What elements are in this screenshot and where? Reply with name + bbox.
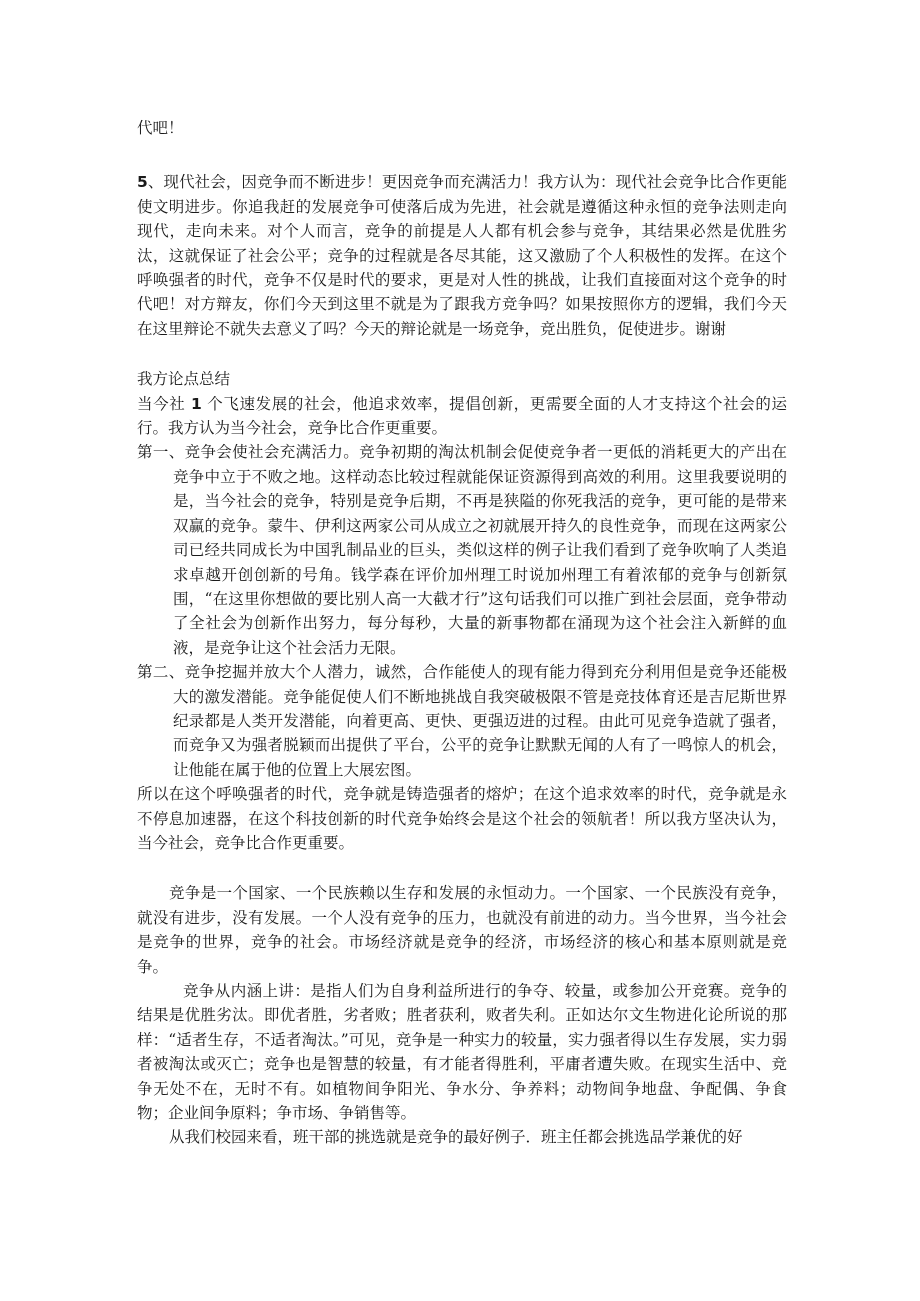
essay-paragraph-1: 竞争是一个国家、一个民族赖以生存和发展的永恒动力。一个国家、一个民族没有竞争，就没有进步，没有发展。一个人没有竞争的压力，也就没有前进的动力。当今世界，当今社会是竞争的世界，竞争的社会。市场经济就是竞争的经济，市场经济的核心和基本原则就是竞争。 (137, 884, 787, 976)
spacer (137, 855, 787, 881)
paragraph-number: 5 (137, 173, 148, 192)
point-one: 第一、竞争会使社会充满活力。竞争初期的淘汰机制会促使竞争者一更低的消耗更大的产出在竞争中立于不败之地。这样动态比较过程就能保证资源得到高效的利用。这里我要说明的是，当今社会的竞争，特别是竞争后期，不再是狭隘的你死我活的竞争，更可能的是带来双赢的竞争。蒙牛、伊利这两家公司从成立之初就展开持久的良性竞争，而现在这两家公司已经共同成长为中国乳制品业的巨头，类似这样的例子让我们看到了竞争吹响了人类追求卓越开创创新的号角。钱学森在评价加州理工时说加州理工有着浓郁的竞争与创新氛围，“在这里你想做的要比别人高一大截才行”这句话我们可以推广到社会层面，竞争带动了全社会为创新作出努力，每分每秒，大量的新事物都在涌现为这个社会注入新鲜的血液，是竞争让这个社会活力无限。 (137, 443, 787, 657)
paragraph-5 (137, 170, 787, 341)
point-two: 第二、竞争挖掘并放大个人潜力，诚然，合作能使人的现有能力得到充分利用但是竞争还能极大的激发潜能。竞争能促使人们不断地挑战自我突破极限不管是竞技体育还是吉尼斯世界纪录都是人类开发潜能，向着更高、更快、更强迈进的过程。由此可见竞争造就了强者，而竞争又为强者脱颖而出提供了平台，公平的竞争让默默无闻的人有了一鸣惊人的机会，让他能在属于他的位置上大展宏图。 (137, 663, 787, 779)
paragraph-5-text: 、现代社会，因竞争而不断进步！更因竞争而充满活力！我方认为：现代社会竞争比合作更能使文明进步。你追我赶的发展竞争可使落后成为先进，社会就是遵循这种永恒的竞争法则走向现代，走向未来。对个人而言，竞争的前提是人人都有机会参与竞争，其结果必然是优胜劣汰，这就保证了社会公平；竞争的过程就是各尽其能，这又激励了个人积极性的发挥。在这个呼唤强者的时代，竞争不仅是时代的要求，更是对人性的挑战，让我们直接面对这个竞争的时代吧！对方辩友，你们今天到这里不就是为了跟我方竞争吗？如果按照你方的逻辑，我们今天在这里辩论不就失去意义了吗？今天的辩论就是一场竞争，竞出胜负，促使进步。谢谢 (137, 173, 787, 338)
summary-intro-before: 当今社 (137, 394, 186, 413)
document-page (137, 116, 787, 1150)
essay-paragraph-3: 从我们校园来看，班干部的挑选就是竞争的最好例子．班主任都会挑选品学兼优的好 (169, 1128, 743, 1147)
conclusion: 所以在这个呼唤强者的时代，竞争就是铸造强者的熔炉；在这个追求效率的时代，竞争就是永不停息加速器，在这个科技创新的时代竞争始终会是这个社会的领航者！所以我方坚决认为，当今社会，竞争比合作更重要。 (137, 785, 787, 852)
spacer (137, 140, 787, 170)
text-line-top: 代吧！ (137, 119, 184, 137)
summary-heading: 我方论点总结 (137, 370, 231, 389)
spacer (137, 341, 787, 367)
summary-intro-after: 个飞速发展的社会，他追求效率，提倡创新，更需要全面的人才支持这个社会的运行。我方认为当今社会，竞争比合作更重要。 (137, 394, 787, 438)
summary-intro (137, 392, 787, 441)
summary-intro-number: 1 (190, 394, 202, 413)
essay-paragraph-2: 竞争从内涵上讲：是指人们为自身利益所进行的争夺、较量，或参加公开竞赛。竞争的结果是优胜劣汰。即优者胜，劣者败；胜者获利，败者失利。正如达尔文生物进化论所说的那样：“适者生存，不适者淘汰。”可见，竞争是一种实力的较量，实力强者得以生存发展，实力弱者被淘汰或灭亡；竞争也是智慧的较量，有才能者得胜利，平庸者遭失败。在现实生活中、竞争无处不在，无时不有。如植物间争阳光、争水分、争养料；动物间争地盘、争配偶、争食物；企业间争原料；争市场、争销售等。 (137, 982, 787, 1123)
